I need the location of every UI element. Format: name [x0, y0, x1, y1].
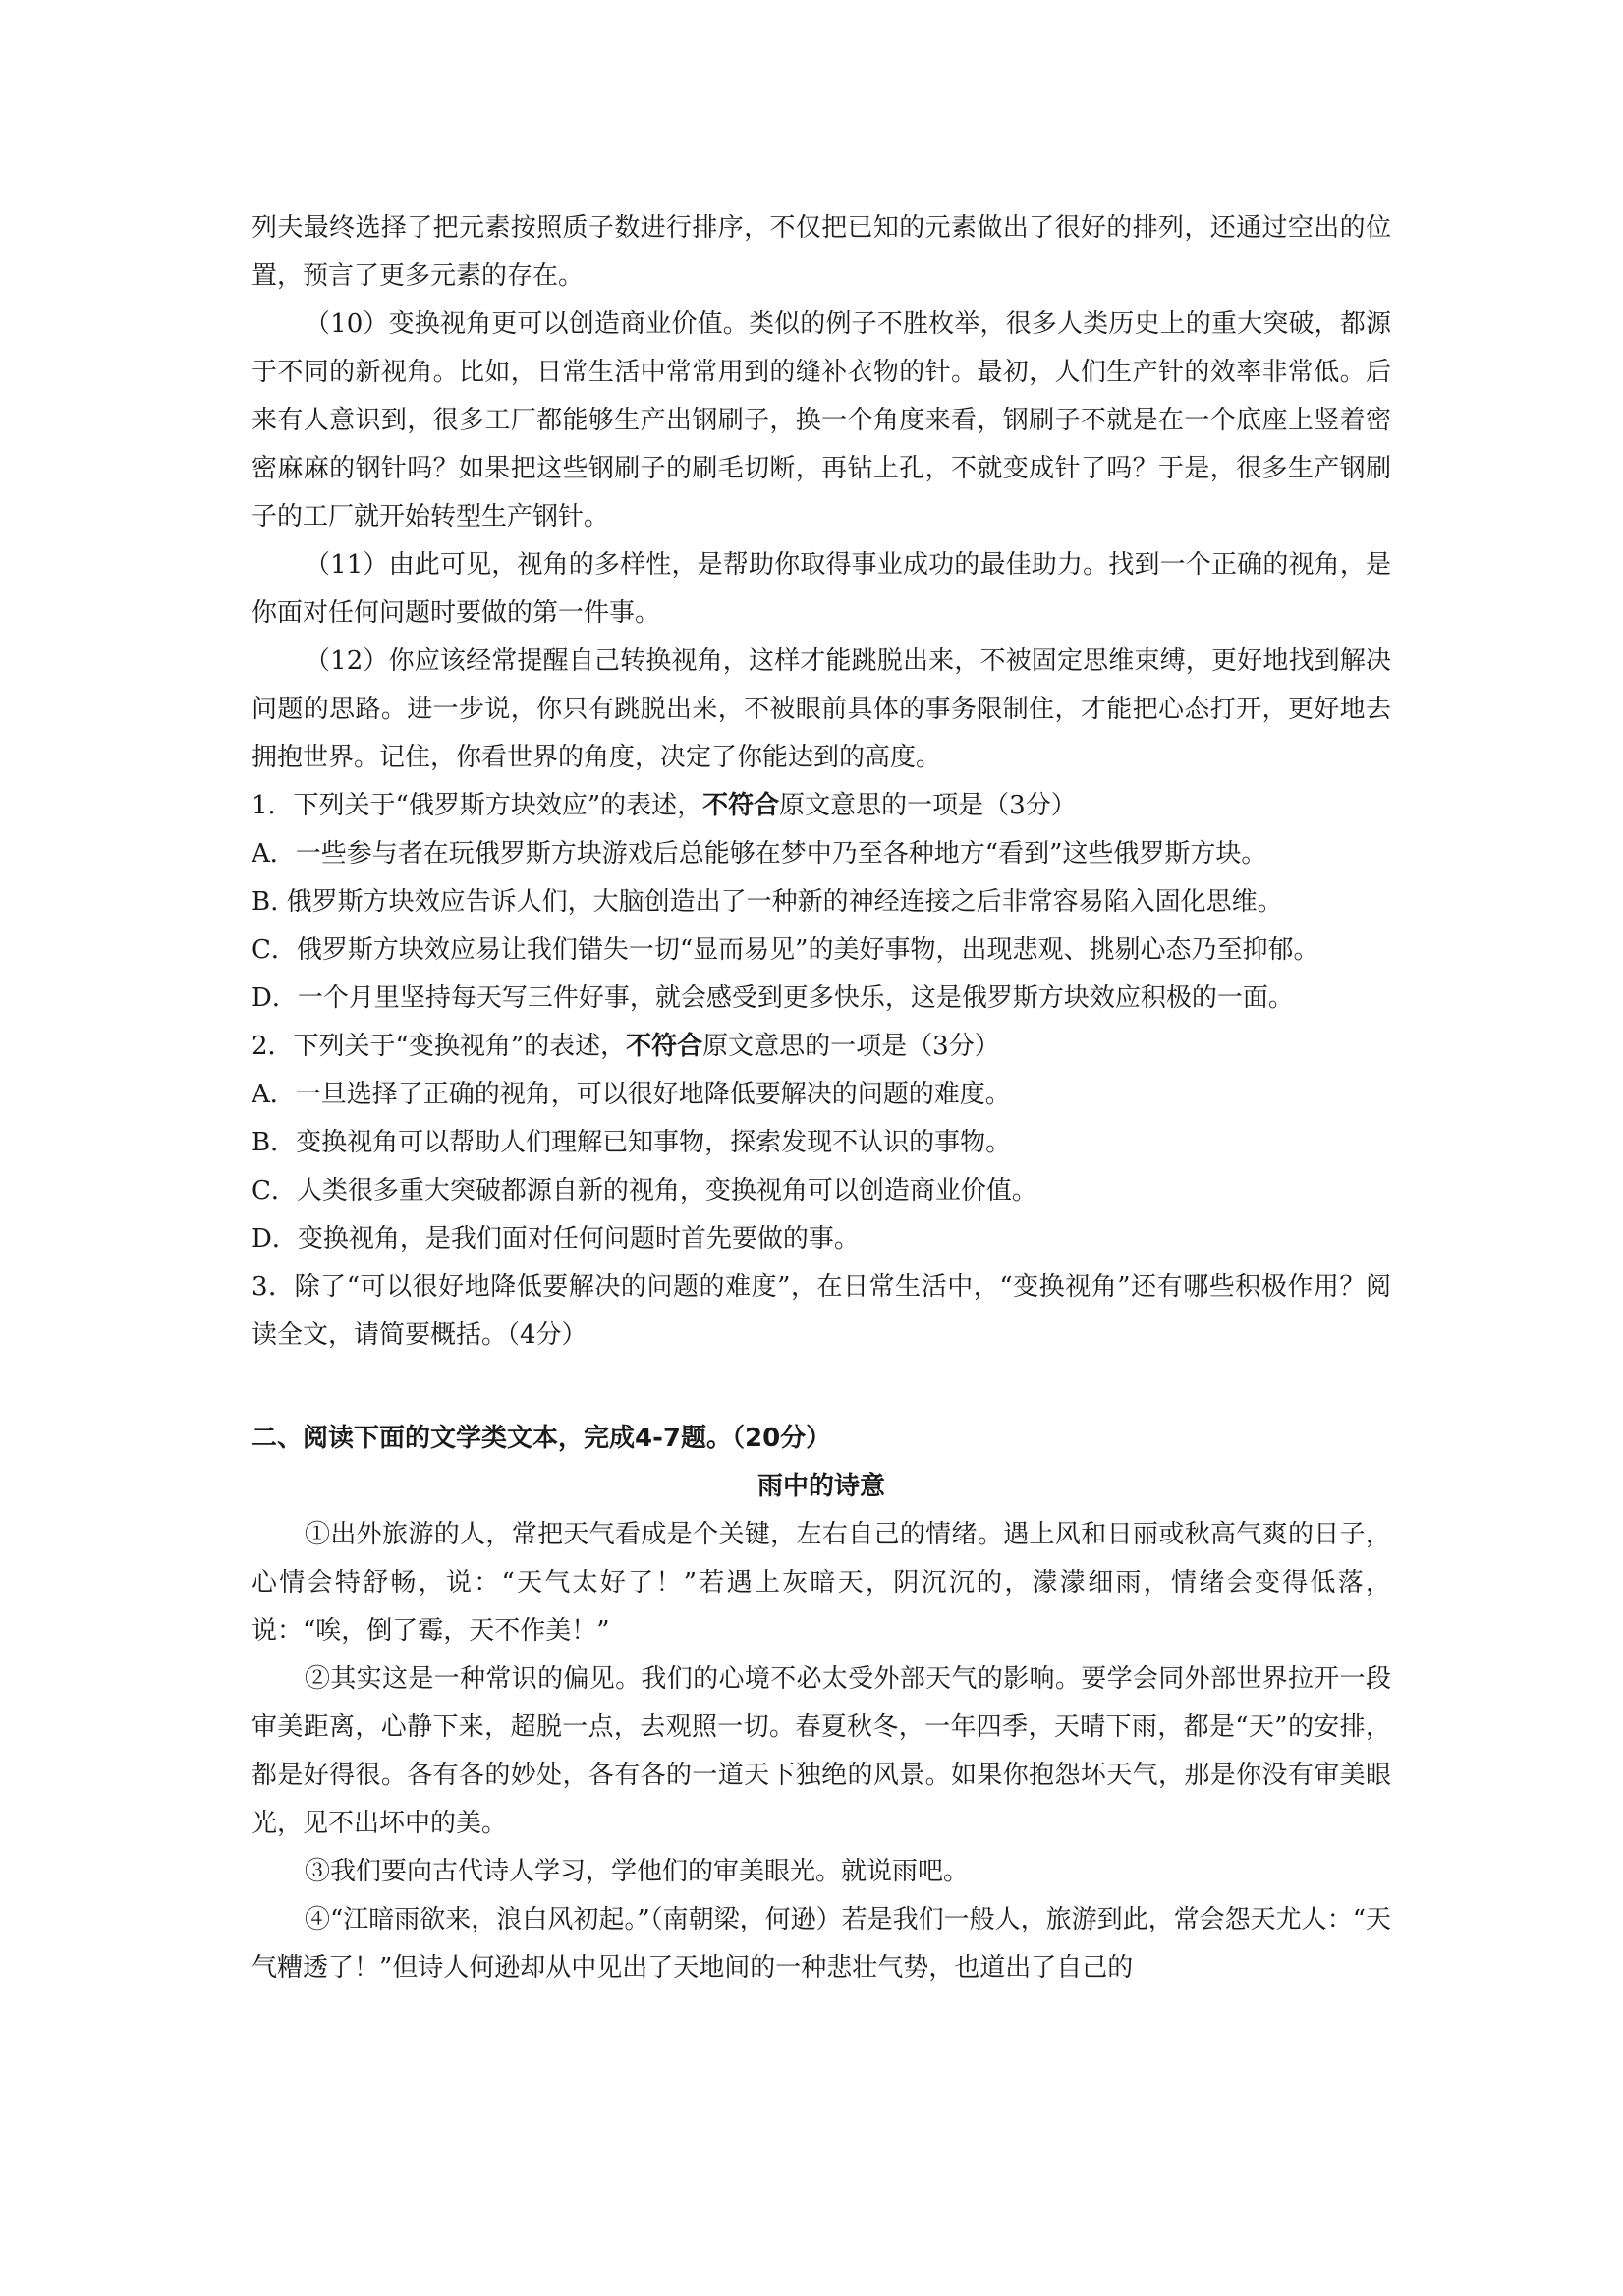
section-gap: [252, 1360, 1391, 1415]
page-content: [252, 204, 1391, 1992]
question-1-option-a: A．一些参与者在玩俄罗斯方块游戏后总能够在梦中乃至各种地方“看到”这些俄罗斯方块。: [252, 839, 1267, 868]
question-1-stem-bold: 不符合: [702, 791, 780, 820]
question-2-stem-pre: 2．下列关于“变换视角”的表述，: [252, 1032, 627, 1061]
section-2-heading: 二、阅读下面的文学类文本，完成4-7题。（20分）: [252, 1424, 832, 1453]
question-2-option-d: D．变换视角，是我们面对任何问题时首先要做的事。: [252, 1224, 860, 1254]
article-title: 雨中的诗意: [756, 1472, 885, 1501]
question-1-stem-pre: 1．下列关于“俄罗斯方块效应”的表述，: [252, 791, 703, 820]
article-paragraph-1: ①出外旅游的人，常把天气看成是个关键，左右自己的情绪。遇上风和日丽或秋高气爽的日子，心情会特舒畅，说：“天气太好了！”若遇上灰暗天，阴沉沉的，濛濛细雨，情绪会变得低落，说：“唉，倒了霉，天不作美！”: [252, 1520, 1391, 1646]
paragraph-11: （11）由此可见，视角的多样性，是帮助你取得事业成功的最佳助力。找到一个正确的视角，是你面对任何问题时要做的第一件事。: [252, 550, 1391, 628]
question-1-option-c: C．俄罗斯方块效应易让我们错失一切“显而易见”的美好事物，出现悲观、挑剔心态乃至抑郁。: [252, 935, 1319, 965]
paragraph-12: （12）你应该经常提醒自己转换视角，这样才能跳脱出来，不被固定思维束缚，更好地找到解决问题的思路。进一步说，你只有跳脱出来，不被眼前具体的事务限制住，才能把心态打开，更好地去拥抱世界。记住，你看世界的角度，决定了你能达到的高度。: [252, 646, 1391, 772]
paragraph-10: （10）变换视角更可以创造商业价值。类似的例子不胜枚举，很多人类历史上的重大突破，都源于不同的新视角。比如，日常生活中常常用到的缝补衣物的针。最初，人们生产针的效率非常低。后来有人意识到，很多工厂都能够生产出钢刷子，换一个角度来看，钢刷子不就是在一个底座上竖着密密麻麻的钢针吗？如果把这些钢刷子的刷毛切断，再钻上孔，不就变成针了吗？于是，很多生产钢刷子的工厂就开始转型生产钢针。: [252, 309, 1391, 532]
question-1-stem-post: 原文意思的一项是（3分）: [779, 791, 1077, 820]
paragraph-continued: 列夫最终选择了把元素按照质子数进行排序，不仅把已知的元素做出了很好的排列，还通过空出的位置，预言了更多元素的存在。: [252, 213, 1391, 291]
question-2-option-b: B．变换视角可以帮助人们理解已知事物，探索发现不认识的事物。: [252, 1128, 1012, 1157]
question-2-stem: [252, 1023, 1391, 1071]
article-paragraph-2: ②其实这是一种常识的偏见。我们的心境不必太受外部天气的影响。要学会同外部世界拉开一段审美距离，心静下来，超脱一点，去观照一切。春夏秋冬，一年四季，天晴下雨，都是“天”的安排，都是好得很。各有各的妙处，各有各的一道天下独绝的风景。如果你抱怨坏天气，那是你没有审美眼光，见不出坏中的美。: [252, 1664, 1391, 1838]
question-1-stem: [252, 782, 1391, 830]
question-2-option-a: A．一旦选择了正确的视角，可以很好地降低要解决的问题的难度。: [252, 1080, 1011, 1109]
question-2-stem-bold: 不符合: [626, 1032, 703, 1061]
question-2-stem-post: 原文意思的一项是（3分）: [702, 1032, 1000, 1061]
question-1-option-d: D．一个月里坚持每天写三件好事，就会感受到更多快乐，这是俄罗斯方块效应积极的一面。: [252, 983, 1294, 1013]
article-paragraph-3: ③我们要向古代诗人学习，学他们的审美眼光。就说雨吧。: [305, 1857, 970, 1886]
question-1-option-b: B. 俄罗斯方块效应告诉人们，大脑创造出了一种新的神经连接之后非常容易陷入固化思维。: [252, 887, 1283, 917]
question-2-option-c: C．人类很多重大突破都源自新的视角，变换视角可以创造商业价值。: [252, 1176, 1037, 1205]
article-paragraph-4: ④“江暗雨欲来，浪白风初起。”（南朝梁，何逊）若是我们一般人，旅游到此，常会怨天尤人：“天气糟透了！”但诗人何逊却从中见出了天地间的一种悲壮气势，也道出了自己的: [252, 1905, 1391, 1983]
question-3: 3．除了“可以很好地降低要解决的问题的难度”，在日常生活中，“变换视角”还有哪些积极作用？阅读全文，请简要概括。（4分）: [252, 1272, 1391, 1350]
